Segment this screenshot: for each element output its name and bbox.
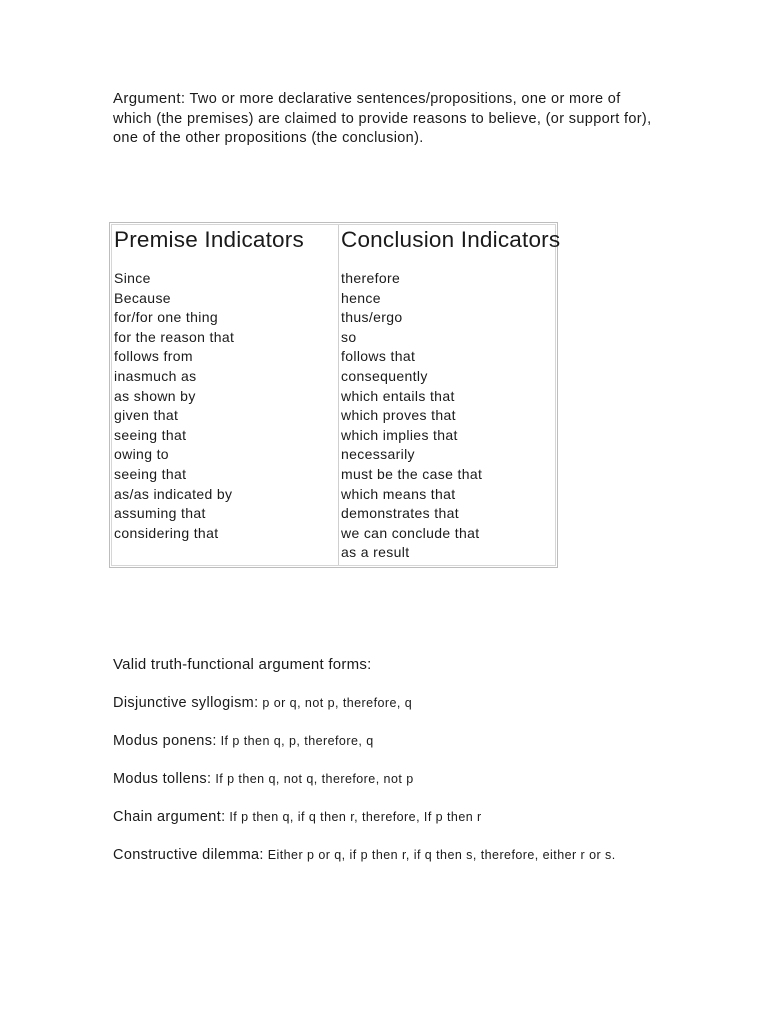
premise-indicator: for/for one thing	[114, 309, 219, 326]
argument-form-disjunctive-syllogism	[113, 693, 643, 713]
premise-indicator: considering that	[114, 524, 219, 541]
argument-form-body: If p then q, not q, therefore, not p	[211, 772, 414, 786]
conclusion-indicator: hence	[341, 289, 381, 306]
premise-indicators-heading: Premise Indicators	[114, 227, 304, 252]
argument-form-body: Either p or q, if p then r, if q then s, therefore, either r or s.	[263, 848, 616, 862]
argument-form-name: Constructive dilemma:	[113, 847, 264, 863]
argument-form-modus-tollens	[113, 769, 643, 789]
argument-form-body: If p then q, p, therefore, q	[216, 734, 374, 748]
premise-indicator: for the reason that	[114, 328, 235, 345]
argument-definition	[113, 89, 653, 149]
conclusion-indicator: as a result	[341, 544, 410, 561]
indicator-table	[109, 222, 561, 568]
premise-indicator: Because	[114, 289, 171, 306]
premise-indicator: as/as indicated by	[114, 485, 233, 502]
premise-indicator: seeing that	[114, 426, 187, 443]
definition-term: Argument:	[113, 90, 186, 107]
argument-form-body: p or q, not p, therefore, q	[258, 696, 413, 710]
conclusion-indicator: thus/ergo	[341, 309, 403, 326]
conclusion-indicator: which proves that	[341, 407, 456, 424]
argument-form-name: Disjunctive syllogism:	[113, 695, 259, 711]
conclusion-indicators-heading: Conclusion Indicators	[341, 227, 561, 252]
argument-forms-heading: Valid truth-functional argument forms:	[113, 656, 372, 673]
argument-form-chain-argument	[113, 807, 643, 827]
argument-form-modus-ponens	[113, 731, 643, 751]
premise-indicators-list	[114, 269, 338, 543]
argument-form-name: Modus ponens:	[113, 733, 217, 749]
conclusion-indicators-column	[340, 225, 561, 565]
conclusion-indicator: we can conclude that	[341, 524, 480, 541]
conclusion-indicator: necessarily	[341, 446, 415, 463]
premise-indicators-column	[112, 225, 339, 565]
conclusion-indicator: therefore	[341, 270, 401, 286]
premise-indicator: given that	[114, 407, 179, 424]
argument-form-name: Chain argument:	[113, 809, 226, 825]
premise-indicator: follows from	[114, 348, 193, 365]
conclusion-indicator: which means that	[341, 485, 456, 502]
premise-indicator: owing to	[114, 446, 169, 463]
argument-forms-section	[113, 655, 643, 865]
premise-indicator: inasmuch as	[114, 367, 197, 384]
conclusion-indicator: consequently	[341, 367, 428, 384]
conclusion-indicator: must be the case that	[341, 465, 483, 482]
conclusion-indicator: which entails that	[341, 387, 455, 404]
conclusion-indicator: follows that	[341, 348, 416, 365]
premise-indicator: assuming that	[114, 505, 206, 522]
premise-indicator: as shown by	[114, 387, 196, 404]
conclusion-indicator: so	[341, 328, 357, 345]
argument-form-constructive-dilemma	[113, 845, 623, 865]
definition-text: Two or more declarative sentences/propositions, one or more of which (the premises) are claimed to provide reasons to believe, (or support for), one of the other propositions (the conclusion).	[113, 91, 652, 147]
conclusion-indicator: demonstrates that	[341, 505, 460, 522]
premise-indicator: Since	[114, 270, 151, 286]
conclusion-indicator: which implies that	[341, 426, 458, 443]
premise-indicator: seeing that	[114, 465, 187, 482]
argument-form-name: Modus tollens:	[113, 771, 212, 787]
argument-form-body: If p then q, if q then r, therefore, If p then r	[225, 810, 482, 824]
conclusion-indicators-list	[341, 269, 555, 563]
